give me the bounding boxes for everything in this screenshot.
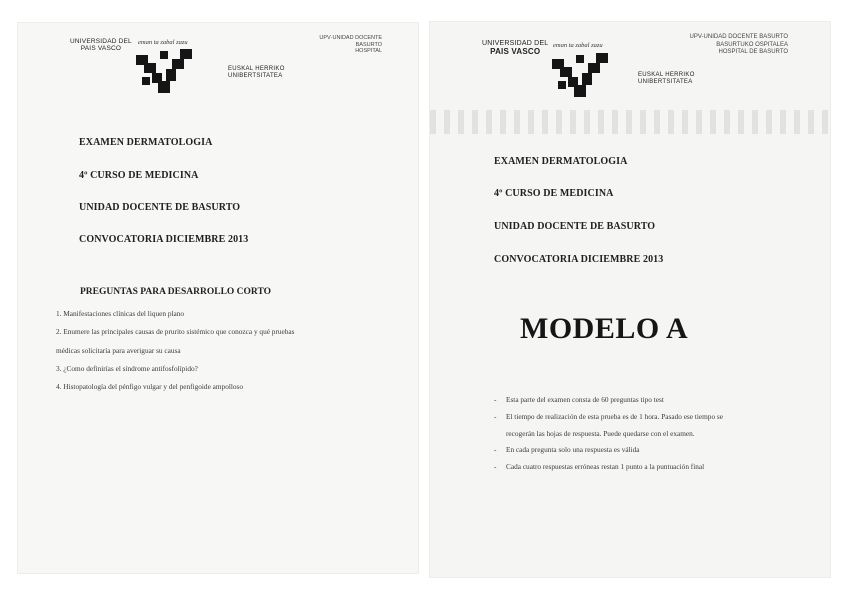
basque-university-name [638,72,695,86]
exam-title: EXAMEN DERMATOLOGIA [79,137,213,148]
course-heading: 4º CURSO DE MEDICINA [79,170,199,181]
question-item: médicas solicitaría para averiguar su causa [56,345,181,355]
university-motto: eman ta zabal zazu [553,42,603,49]
instructions-list [494,392,723,476]
instruction-text: Cada cuatro respuestas erróneas restan 1 punto a la puntuación final [506,462,705,472]
department-line: BASURTO [355,41,382,48]
instruction-item [494,426,723,443]
university-logo-icon [136,47,194,95]
instruction-item [494,459,723,476]
department-line: UPV-UNIDAD DOCENTE BASURTO [689,34,788,40]
department-line: UPV·UNIDAD DOCENTE [319,35,382,41]
university-motto: eman ta zabal zazu [138,39,188,46]
bullet-dash: - [494,462,497,472]
session-heading: CONVOCATORIA DICIEMBRE 2013 [79,234,249,245]
instruction-item [494,392,723,409]
instruction-item [494,442,723,459]
department-line: HOSPITAL DE BASURTO [718,49,788,55]
question-item: 1. Manifestaciones clínicas del liquen plano [56,309,185,318]
department-stamp [319,35,382,55]
department-line: HOSPITAL [355,48,382,54]
university-line: PAIS VASCO [490,47,541,56]
bullet-dash: - [494,445,497,455]
instruction-text: El tiempo de realización de esta prueba es de 1 hora. Pasado ese tiempo se [506,411,724,421]
instruction-text: recogerán las hojas de respuesta. Puede quedarse con el examen. [506,428,695,438]
question-item: 3. ¿Como definirías el síndrome antifosfolípido? [56,363,198,373]
basque-name-line: EUSKAL HERRIKO [638,72,695,78]
university-line: PAIS VASCO [80,45,122,52]
basque-university-name [228,66,285,80]
questions-list [56,305,295,396]
question-item: 2. Enumere las principales causas de prurito sistémico que conozca y qué pruebas [56,327,295,337]
bleed-through-mark [430,110,830,134]
instruction-item [494,409,723,426]
session-heading: CONVOCATORIA DICIEMBRE 2013 [494,254,664,265]
university-name [70,38,132,52]
basque-name-line: EUSKAL HERRIKO [228,66,285,72]
university-logo-icon [552,50,610,100]
bullet-dash: - [494,395,497,404]
university-name [482,40,548,56]
instruction-text: Esta parte del examen consta de 60 preguntas tipo test [506,395,664,404]
department-line: BASURTUKO OSPITALEA [716,41,788,48]
unit-heading: UNIDAD DOCENTE DE BASURTO [494,221,656,232]
model-title: MODELO A [520,312,689,345]
course-heading: 4º CURSO DE MEDICINA [494,188,614,199]
exam-page-written [18,23,418,573]
exam-page-test [430,22,830,577]
question-item: 4. Histopatología del pénfigo vulgar y del penfigoide ampolloso [56,382,244,392]
university-line: UNIVERSIDAD DEL [70,38,132,45]
university-line: UNIVERSIDAD DEL [482,40,549,47]
instruction-text: En cada pregunta solo una respuesta es válida [506,445,640,455]
exam-title: EXAMEN DERMATOLOGIA [494,156,628,167]
unit-heading: UNIDAD DOCENTE DE BASURTO [79,202,241,213]
basque-name-line: UNIBERTSITATEA [638,79,693,85]
questions-title: PREGUNTAS PARA DESARROLLO CORTO [80,287,272,297]
department-stamp [690,34,788,57]
bullet-dash: - [494,411,497,421]
basque-name-line: UNIBERTSITATEA [228,73,283,79]
